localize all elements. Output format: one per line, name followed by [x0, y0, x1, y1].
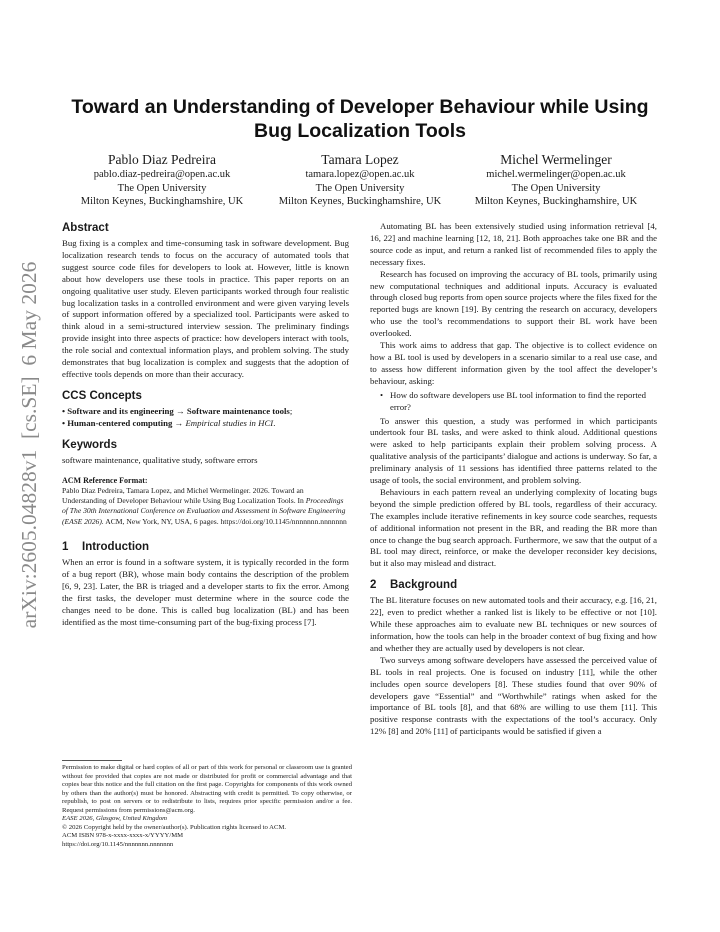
- paper-title: [60, 95, 660, 143]
- paragraph: Research has focused on improving the accuracy of BL tools, primarily using new computational techniques and additional inputs. Accuracy is evaluated through closed bug reports from open source projects where the files fixed for the reported bugs are known [19]. By centring the research on accuracy, developers who use the tool’s recommendations to support their BL work have been overlooked.: [370, 268, 657, 339]
- permission-notice: Permission to make digital or hard copies of all or part of this work for personal or classroom use is granted without fee provided that copies are not made or distributed for profit or commercial advantage and that copies bear this notice and the full citation on the first page. Copyrights for components of this work owned by others than the author(s) must be honored. Abstracting with credit is permitted. To copy otherwise, or republish, to post on servers or to redistribute to lists, requires prior specific permission and/or a fee. Request permissions from permissions@acm.org.: [62, 764, 352, 814]
- introduction-text: When an error is found in a software system, it is typically recorded in the form of a bug report (BR), whose main body contains the description of the problem [6, 9, 23]. Later, the BR is triaged and a developer starts to fix the error. Among the first tasks, the developer must determine where in the source code the changes need to be done. This is called bug localization (BL) and has been identified as the most time-consuming part of the bug-fixing process [7].: [62, 557, 349, 627]
- acm-reference-heading: ACM Reference Format:: [62, 475, 148, 485]
- author-email: tamara.lopez@open.ac.uk: [305, 169, 415, 180]
- keywords-text: software maintenance, qualitative study, software errors: [62, 454, 258, 465]
- paragraph: Behaviours in each pattern reveal an underlying complexity of locating bugs beyond the simple prediction offered by BL tools, regardless of their accuracy. The examples include iterative refinements in key source code searches, requests of additional information not present in the BR, and reading the BR more than once to change the bug search approach. Furthermore, we saw that the output of a BL tool may direct, reinforce, or make the developer reconsider key decisions, but it also may mislead and distract.: [370, 486, 657, 569]
- abstract-heading: Abstract: [62, 222, 109, 234]
- author-2: [260, 152, 460, 209]
- keywords-heading: Keywords: [62, 438, 117, 451]
- author-name: Pablo Diaz Pedreira: [108, 152, 216, 167]
- author-email: pablo.diaz-pedreira@open.ac.uk: [93, 169, 231, 180]
- ccs-concept-2: • Human-centered computing → Empirical studies in HCI.: [62, 417, 276, 428]
- author-block: [70, 152, 650, 210]
- author-affiliation: The Open University: [511, 182, 601, 194]
- background-heading: 2 Background: [370, 579, 458, 592]
- paper-title-line-2: Bug Localization Tools: [254, 120, 466, 142]
- abstract-text: Bug fixing is a complex and time-consuming task in software development. Bug localization research tends to focus on the accuracy of automated tools that suggest source code files for developers to look at. However, little is known about how developers use these tools in practice. This paper reports on an ongoing qualitative user study. Eleven participants worked through four realistic bug localization tasks in a controlled environment and were given varying levels of support information offered by a specialized tool. Participants were asked to think aloud in a semi-structured interview session. The preliminary findings provide insight into three aspects of practice: how developers interact with tools, the role social and contextual information plays, and problem solving. The study demonstrates that bug localization is complex and suggests that the adoption of effective tools depends on more than their accuracy.: [62, 238, 349, 379]
- ccs-heading: CCS Concepts: [62, 389, 142, 402]
- paragraph: To answer this question, a study was performed in which participants undertook four BL tasks, and were asked to think aloud. Additional questions were asked to help participants explain their problem solving process. A qualitative analysis of the participants’ dialogue and actions is underway. So far, a preliminary analysis of 11 sessions has identified three patterns related to the usage of tools, the social environment, and problem solving.: [370, 415, 657, 486]
- author-name: Michel Wermelinger: [500, 152, 612, 167]
- arxiv-sidebar-stamp: [6, 245, 50, 645]
- acm-reference-text: Pablo Diaz Pedreira, Tamara Lopez, and Michel Wermelinger. 2026. Toward an Understanding of Developer Behaviour while Using Bug Localization Tools. In Proceedings of The 30th International Conference on Evaluation and Assessment in Software Engineering (EASE 2026). ACM, New York, NY, USA, 6 pages. https://doi.org/10.1145/nnnnnnn.nnnnnnn: [62, 485, 347, 526]
- author-location: Milton Keynes, Buckinghamshire, UK: [474, 196, 638, 207]
- research-question: • How do software developers use BL tool information to find the reported error?: [380, 389, 647, 412]
- author-1: [62, 152, 262, 209]
- ccs-concept-1: • Software and its engineering → Software maintenance tools;: [62, 405, 293, 416]
- author-location: Milton Keynes, Buckinghamshire, UK: [278, 196, 442, 207]
- paragraph: The BL literature focuses on new automated tools and their accuracy, e.g. [16, 21, 22], even to predict whether a ranked list is likely to be effective or not [10]. While these approaches aim to evaluate new BL techniques or new sources of information, how the tools can help in the broader context of bug fixing and how and whether they are actually used by developers is not clear.: [370, 595, 657, 653]
- paper-title-line-1: Toward an Understanding of Developer Behaviour while Using: [71, 96, 649, 118]
- copyright-line: © 2026 Copyright held by the owner/author(s). Publication rights licensed to ACM.: [62, 823, 287, 831]
- isbn-line: ACM ISBN 978-x-xxxx-xxxx-x/YYYY/MM: [62, 832, 184, 839]
- doi-line: https://doi.org/10.1145/nnnnnnn.nnnnnnn: [62, 840, 174, 848]
- paragraph: This work aims to address that gap. The objective is to collect evidence on how a BL tool is used by developers in a scenario similar to a real use case, and to assess how different information given by the tool affect the developer’s behaviour, asking:: [370, 340, 657, 386]
- right-column: [370, 221, 657, 738]
- arxiv-stamp-text: arXiv:2605.04828v1 [cs.SE] 6 May 2026: [17, 261, 41, 629]
- author-affiliation: The Open University: [117, 182, 207, 194]
- author-location: Milton Keynes, Buckinghamshire, UK: [80, 196, 244, 207]
- conference-venue: EASE 2026, Glasgow, United Kingdom: [62, 815, 168, 822]
- author-3: [456, 152, 656, 209]
- paragraph: Automating BL has been extensively studied using information retrieval [4, 16, 22] and machine learning [12, 18, 21]. Both approaches take one BR and the source code as input, and return a ranked list of recommended files to apply the necessary fixes.: [370, 221, 657, 267]
- author-affiliation: The Open University: [315, 182, 405, 194]
- paragraph: Two surveys among software developers have assessed the perceived value of BL tools in real projects. One is focused on industry [11], while the other includes open source developers [8]. These studies found that over 90% of developers gave “Essential” and “Worthwhile” ratings when asked for the importance of BL tools [8], and that 68% are willing to use them [11]. This positive response contrasts with the expectations of the tool’s accuracy. Only 12% [8] and 20% [11] of participants would be satisfied if given a: [370, 654, 657, 737]
- introduction-heading: 1 Introduction: [62, 541, 150, 554]
- left-column: [62, 221, 349, 629]
- footnote-rule: [62, 760, 122, 761]
- author-email: michel.wermelinger@open.ac.uk: [486, 169, 626, 180]
- copyright-footnote: [62, 764, 352, 849]
- author-name: Tamara Lopez: [321, 152, 399, 167]
